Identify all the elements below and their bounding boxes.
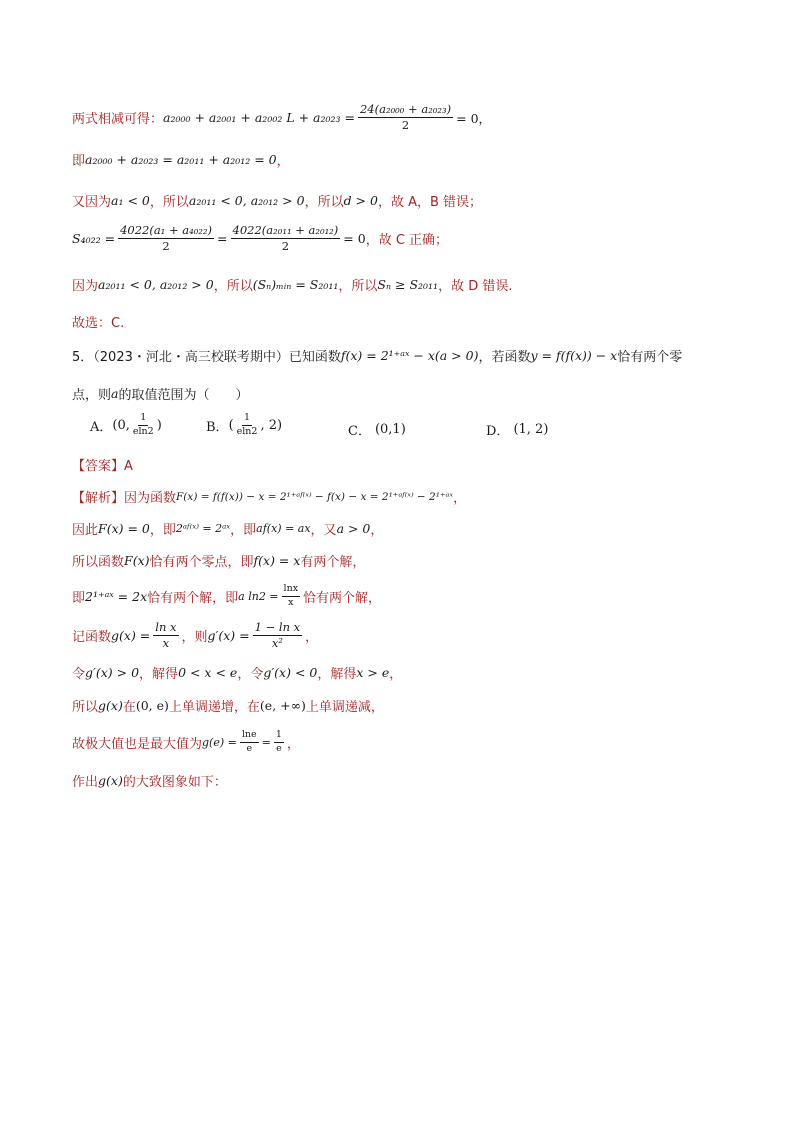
math: = bbox=[217, 231, 228, 247]
option-c bbox=[348, 420, 406, 439]
math: a bbox=[111, 386, 119, 401]
text: 即 bbox=[72, 590, 86, 606]
text: 恰有两个解， bbox=[303, 590, 382, 606]
fraction: $\frac{1}{e}$ bbox=[275, 729, 282, 754]
math: x > e bbox=[356, 665, 390, 680]
math: (e, +∞) bbox=[259, 698, 306, 713]
math: y = f(f(x)) − x bbox=[530, 348, 618, 363]
math: g(e) = bbox=[202, 735, 237, 749]
math: = 0， bbox=[456, 110, 492, 126]
text: 两式相减可得： bbox=[72, 112, 164, 128]
math: ) bbox=[156, 417, 162, 433]
analysis-line-3 bbox=[72, 551, 365, 570]
text: ，故 A，B 错误； bbox=[377, 195, 483, 210]
text: 恰有两个零点，即 bbox=[149, 555, 254, 570]
text: ，故 D 错误. bbox=[438, 279, 513, 294]
fraction: $\frac{\text{ln x}}{x}$ bbox=[155, 620, 177, 651]
analysis-line-1 bbox=[72, 487, 466, 506]
answer-choice-line bbox=[72, 312, 124, 331]
text: ，则 bbox=[181, 630, 208, 646]
math: g′(x) = bbox=[207, 628, 250, 644]
math: F(x) = 0 bbox=[98, 521, 150, 536]
text: ，所以 bbox=[149, 195, 189, 210]
analysis-line-5 bbox=[72, 621, 318, 650]
math: g′(x) > 0 bbox=[85, 665, 140, 680]
text: ， bbox=[286, 736, 300, 752]
option-a bbox=[90, 413, 162, 438]
text: 上单调递增，在 bbox=[168, 700, 260, 715]
fraction: $\frac{1}{eln2}$ bbox=[132, 412, 154, 437]
text: 所以 bbox=[72, 700, 99, 715]
math: a ln2 = bbox=[238, 589, 279, 603]
fraction: $\frac{\text{4022(a₁ + a₄₀₂₂)}}{2}$ bbox=[120, 223, 213, 254]
fraction: $\frac{\text{24(a₂₀₀₀ + a₂₀₂₃)}}{2}$ bbox=[359, 102, 452, 133]
math: f(x) = x bbox=[253, 553, 301, 568]
derivation-line-4 bbox=[72, 224, 448, 253]
option-label: B． bbox=[206, 419, 229, 435]
text: ， bbox=[389, 667, 403, 682]
text: 故选：C. bbox=[72, 316, 125, 331]
derivation-line-5 bbox=[72, 275, 513, 294]
text: ，所以 bbox=[213, 279, 253, 294]
text: 的大致图象如下： bbox=[122, 775, 227, 790]
analysis-line-8 bbox=[72, 730, 300, 755]
text: ， bbox=[276, 154, 290, 169]
text: 又因为 bbox=[72, 195, 112, 210]
math: a₁ < 0 bbox=[111, 193, 150, 208]
question-5-line-1 bbox=[72, 346, 682, 365]
text: 上单调递减， bbox=[305, 700, 384, 715]
math: f(x) = 2¹⁺ᵃˣ − x(a > 0) bbox=[340, 348, 479, 363]
text: ，所以 bbox=[304, 195, 344, 210]
math: F(x) bbox=[124, 553, 150, 568]
analysis-line-2 bbox=[72, 519, 383, 538]
fraction: $\frac{\ln e}{e}$ bbox=[241, 729, 257, 754]
math: = bbox=[261, 735, 271, 749]
text: ， bbox=[305, 630, 319, 646]
math: (Sₙ)ₘᵢₙ = S₂₀₁₁ bbox=[252, 277, 339, 292]
math: (1, 2) bbox=[513, 422, 549, 437]
fraction: $\frac{\ln x}{x}$ bbox=[283, 583, 299, 608]
text: 的取值范围为（ ） bbox=[118, 388, 249, 403]
text: ，解得 bbox=[139, 667, 179, 682]
analysis-line-7 bbox=[72, 696, 384, 715]
text: 记函数 bbox=[72, 630, 112, 646]
question-5-line-2 bbox=[72, 384, 248, 403]
text: 点，则 bbox=[72, 388, 112, 403]
text: 【解析】因为函数 bbox=[72, 491, 177, 506]
text: 令 bbox=[72, 667, 86, 682]
text: 即 bbox=[72, 154, 86, 169]
math: (0,1) bbox=[374, 422, 406, 437]
text: 所以函数 bbox=[72, 555, 125, 570]
math: F(x) = f(f(x)) − x = 2¹⁺ᵃᶠ⁽ˣ⁾ − f(x) − x = 2¹⁺ᵃᶠ⁽ˣ⁾ − 2¹⁺ᵃˣ bbox=[176, 490, 454, 503]
math: = 0 bbox=[343, 231, 366, 247]
analysis-line-6 bbox=[72, 663, 402, 682]
derivation-line-2 bbox=[72, 150, 290, 169]
math: S₄₀₂₂ = bbox=[72, 231, 116, 247]
math: ( bbox=[228, 417, 234, 433]
option-label: A． bbox=[90, 419, 113, 435]
option-label: D． bbox=[486, 424, 510, 439]
math: 2¹⁺ᵃˣ = 2x bbox=[85, 588, 148, 604]
text: 恰有两个零 bbox=[617, 350, 683, 365]
text: ， bbox=[453, 491, 467, 506]
math: 0 < x < e bbox=[178, 665, 238, 680]
text: 作出 bbox=[72, 775, 99, 790]
math: af(x) = ax bbox=[256, 522, 311, 535]
math: g(x) bbox=[98, 698, 123, 713]
math: g′(x) < 0 bbox=[263, 665, 318, 680]
text: ， bbox=[370, 523, 384, 538]
fraction: $\frac{\text{1 − ln x}}{\text{x²}}$ bbox=[254, 620, 301, 651]
text: 恰有两个解，即 bbox=[147, 590, 239, 606]
math: (0, bbox=[112, 417, 130, 433]
derivation-line-1 bbox=[72, 103, 491, 132]
text: 故极大值也是最大值为 bbox=[72, 736, 203, 752]
text: ，解得 bbox=[317, 667, 357, 682]
analysis-line-9 bbox=[72, 771, 227, 790]
math: a₂₀₀₀ + a₂₀₂₃ = a₂₀₁₁ + a₂₀₁₂ = 0 bbox=[85, 152, 277, 167]
math: a₂₀₀₀ + a₂₀₀₁ + a₂₀₀₂ L + a₂₀₂₃ = bbox=[163, 110, 355, 126]
fraction: $\frac{1}{eln2}$ bbox=[236, 412, 258, 437]
text: ，令 bbox=[237, 667, 264, 682]
option-label: C． bbox=[348, 424, 371, 439]
derivation-line-3 bbox=[72, 191, 482, 210]
math: 2ᵃᶠ⁽ˣ⁾ = 2ᵃˣ bbox=[175, 522, 231, 535]
text: ，所以 bbox=[338, 279, 378, 294]
analysis-line-4 bbox=[72, 584, 381, 609]
text: 因此 bbox=[72, 523, 99, 538]
text: 【答案】A bbox=[72, 459, 133, 474]
math: a₂₀₁₁ < 0, a₂₀₁₂ > 0 bbox=[98, 277, 214, 292]
fraction: $\frac{\text{4022(a₂₀₁₁ + a₂₀₁₂)}}{2}$ bbox=[232, 223, 339, 254]
math: Sₙ ≥ S₂₀₁₁ bbox=[377, 277, 439, 292]
text: 因为 bbox=[72, 279, 99, 294]
text: ，即 bbox=[149, 523, 176, 538]
text: 5．（2023・河北・高三校联考期中）已知函数 bbox=[72, 350, 341, 365]
math: g(x) bbox=[98, 773, 123, 788]
text: ，故 C 正确； bbox=[365, 233, 449, 249]
text: 在 bbox=[122, 700, 136, 715]
text: ，即 bbox=[230, 523, 257, 538]
text: ，又 bbox=[310, 523, 337, 538]
text: 有两个解， bbox=[300, 555, 366, 570]
math: g(x) = bbox=[111, 628, 151, 644]
math: (0, e) bbox=[135, 698, 169, 713]
math: d > 0 bbox=[343, 193, 378, 208]
option-b bbox=[206, 413, 282, 438]
math: , 2) bbox=[260, 417, 283, 433]
text: ，若函数 bbox=[478, 350, 531, 365]
option-d bbox=[486, 420, 548, 439]
math: a₂₀₁₁ < 0, a₂₀₁₂ > 0 bbox=[188, 193, 305, 208]
math: a > 0 bbox=[336, 521, 371, 536]
answer-label bbox=[72, 455, 133, 474]
